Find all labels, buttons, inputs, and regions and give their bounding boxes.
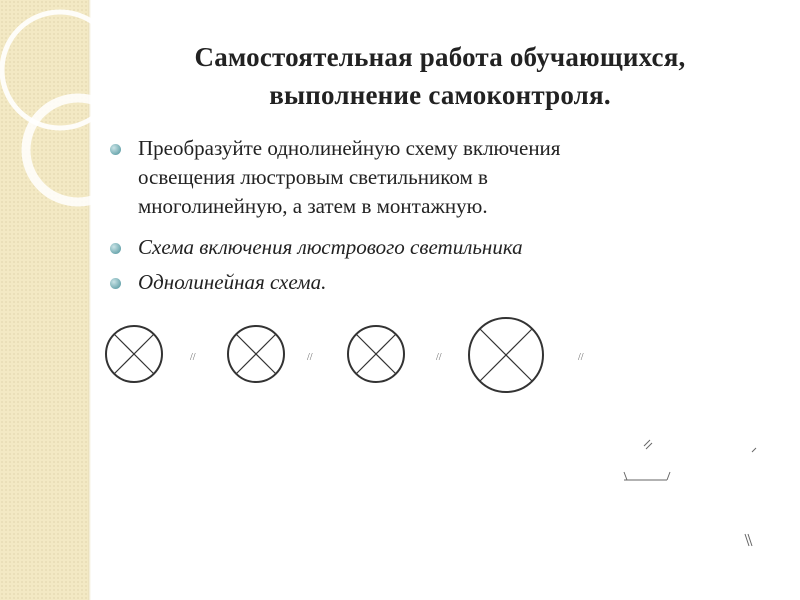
lamp-symbol-1-icon — [106, 326, 162, 382]
bullet-item-scheme-title — [108, 233, 758, 262]
bullet-marker-icon — [110, 144, 121, 155]
connector-mark-4: // — [578, 352, 584, 363]
bullet-marker-icon — [110, 243, 121, 254]
scheme-caption: Схема включения люстрового светильника — [138, 235, 523, 259]
lamp-symbol-2-icon — [228, 326, 284, 382]
bullet-marker-icon — [110, 278, 121, 289]
side-band-edge — [88, 0, 91, 600]
lamp-symbol-3-icon — [348, 326, 404, 382]
connector-mark-3: // — [436, 352, 442, 363]
task-line-2: освещения люстровым светильником в — [138, 165, 488, 189]
single-line-caption: Однолинейная схема. — [138, 270, 327, 294]
decorative-side-band — [0, 0, 88, 600]
bullet-item-single-line — [108, 268, 758, 297]
bullet-list — [108, 134, 758, 303]
switch-fragment-icon — [624, 440, 756, 546]
task-line-3: многолинейную, а затем в монтажную. — [138, 194, 488, 218]
lamp-symbol-4-icon — [469, 318, 543, 392]
connector-mark-1: // — [190, 352, 196, 363]
slide-title — [100, 38, 780, 114]
bullet-item-task — [108, 134, 758, 221]
title-line-1: Самостоятельная работа обучающихся, — [194, 42, 686, 72]
task-line-1: Преобразуйте однолинейную схему включения — [138, 136, 561, 160]
connector-mark-2: // — [307, 352, 313, 363]
title-line-2: выполнение самоконтроля. — [269, 80, 611, 110]
